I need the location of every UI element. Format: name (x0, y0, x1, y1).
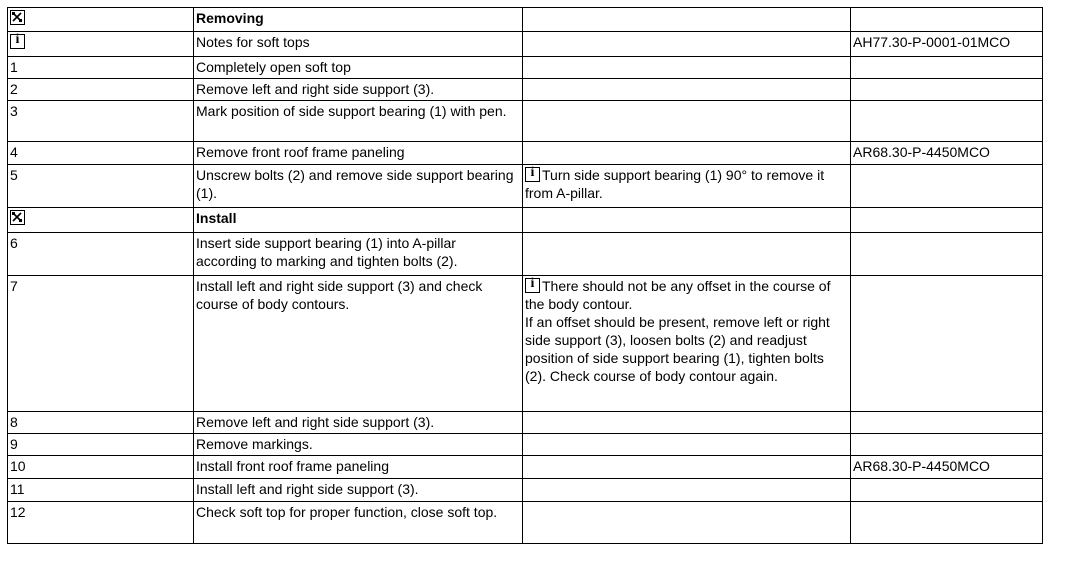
note-cell (523, 32, 851, 57)
table-row (8, 32, 1043, 57)
note-cell (523, 456, 851, 479)
note-cell (523, 233, 851, 276)
procedure-table (7, 7, 1043, 544)
info-icon (525, 167, 540, 182)
ref-cell (851, 479, 1043, 502)
tools-icon (10, 10, 25, 25)
ref-cell (851, 276, 1043, 412)
step-number: 2 (8, 79, 194, 101)
table-row (8, 502, 1043, 544)
step-cell (8, 32, 194, 57)
info-icon (10, 34, 25, 49)
note-cell (523, 208, 851, 233)
step-text: Install left and right side support (3) and check course of body contours. (194, 276, 523, 412)
note-cell (523, 479, 851, 502)
ref-cell (851, 208, 1043, 233)
step-number: 4 (8, 142, 194, 165)
note-cell (523, 412, 851, 434)
ref-link[interactable]: AH77.30-P-0001-01MCO (851, 32, 1043, 57)
ref-cell (851, 57, 1043, 79)
table-row (8, 479, 1043, 502)
ref-cell (851, 8, 1043, 32)
table-row (8, 142, 1043, 165)
section-heading: Removing (194, 8, 523, 32)
step-cell (8, 208, 194, 233)
ref-link[interactable]: AR68.30-P-4450MCO (851, 456, 1043, 479)
table-row (8, 434, 1043, 456)
ref-cell (851, 434, 1043, 456)
table-row (8, 165, 1043, 208)
step-number: 10 (8, 456, 194, 479)
step-text: Unscrew bolts (2) and remove side support bearing (1). (194, 165, 523, 208)
note-cell (523, 276, 851, 412)
step-text: Install front roof frame paneling (194, 456, 523, 479)
ref-cell (851, 165, 1043, 208)
step-number: 7 (8, 276, 194, 412)
step-text: Remove left and right side support (3). (194, 79, 523, 101)
step-text: Check soft top for proper function, close soft top. (194, 502, 523, 544)
step-text: Insert side support bearing (1) into A-pillar according to marking and tighten bolts (2). (194, 233, 523, 276)
step-number: 3 (8, 101, 194, 142)
ref-cell (851, 412, 1043, 434)
step-text: Remove front roof frame paneling (194, 142, 523, 165)
step-number: 12 (8, 502, 194, 544)
step-text: Remove left and right side support (3). (194, 412, 523, 434)
table-row (8, 233, 1043, 276)
table-row (8, 208, 1043, 233)
step-number: 9 (8, 434, 194, 456)
step-text: Completely open soft top (194, 57, 523, 79)
table-row (8, 412, 1043, 434)
table-row (8, 456, 1043, 479)
ref-cell (851, 502, 1043, 544)
step-number: 6 (8, 233, 194, 276)
ref-cell (851, 233, 1043, 276)
note-cell (523, 79, 851, 101)
table-row (8, 276, 1043, 412)
note-cell (523, 8, 851, 32)
table-row (8, 8, 1043, 32)
step-number: 8 (8, 412, 194, 434)
step-text: Mark position of side support bearing (1) with pen. (194, 101, 523, 142)
step-number: 11 (8, 479, 194, 502)
note-cell (523, 101, 851, 142)
step-cell (8, 8, 194, 32)
note-text: There should not be any offset in the course of the body contour. (525, 278, 831, 312)
step-text: Install left and right side support (3). (194, 479, 523, 502)
step-number: 1 (8, 57, 194, 79)
step-text: Remove markings. (194, 434, 523, 456)
note-cell (523, 165, 851, 208)
step-number: 5 (8, 165, 194, 208)
note-cell (523, 434, 851, 456)
tools-icon (10, 210, 25, 225)
info-icon (525, 278, 540, 293)
ref-cell (851, 101, 1043, 142)
step-text: Notes for soft tops (194, 32, 523, 57)
section-heading: Install (194, 208, 523, 233)
note-cell (523, 57, 851, 79)
table-row (8, 57, 1043, 79)
table-row (8, 79, 1043, 101)
note-text: Turn side support bearing (1) 90° to remove it from A-pillar. (525, 167, 825, 201)
note-cell (523, 502, 851, 544)
note-text-continued: If an offset should be present, remove left or right side support (3), loosen bolts (2) and readjust position of side support bearing (1), tighten bolts (2). Check course of body contour again. (525, 314, 830, 384)
table-row (8, 101, 1043, 142)
note-cell (523, 142, 851, 165)
ref-link[interactable]: AR68.30-P-4450MCO (851, 142, 1043, 165)
ref-cell (851, 79, 1043, 101)
